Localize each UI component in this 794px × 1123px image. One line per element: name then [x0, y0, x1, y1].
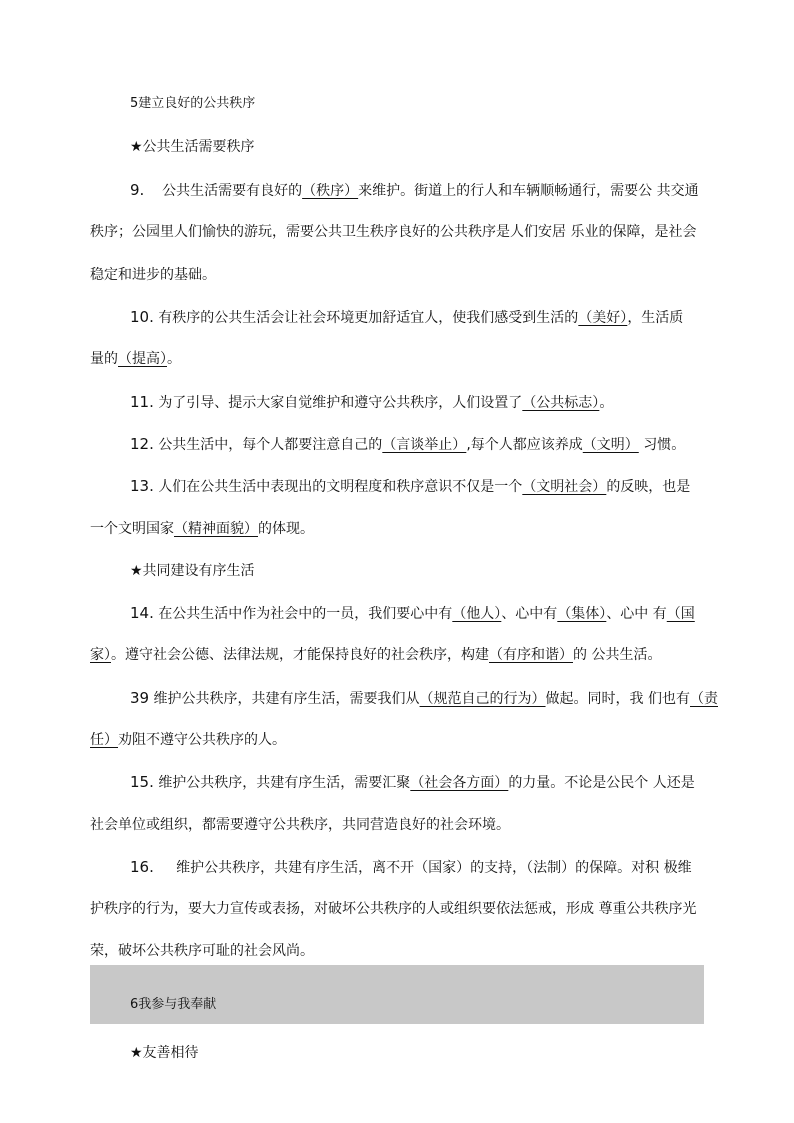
item-text: 公共生活中，每个人都要注意自己的: [158, 437, 383, 453]
item-9-line2: 秩序；公园里人们愉快的游玩，需要公共卫生秩序良好的公共秩序是人们安居 乐业的保障，是社会: [90, 224, 697, 240]
subheading-build-order: ★共同建设有序生活: [130, 563, 255, 579]
answer-blank: （言谈举止）: [382, 437, 467, 453]
answer-blank: （提高）: [118, 351, 167, 367]
item-text: 在公共生活中作为社会中的一员，我们要心中有: [158, 606, 453, 622]
item-text: 的体现。: [258, 521, 314, 537]
section6-band: [90, 965, 704, 1024]
item-12: [130, 434, 685, 455]
item-text: 有秩序的公共生活会让社会环境更加舒适宜人，使我们感受到生活的: [158, 310, 579, 326]
item-number: 15.: [130, 773, 154, 791]
section6-title: 6我参与我奉献: [130, 997, 217, 1012]
item-number: 39: [130, 689, 150, 707]
answer-blank: （公共标志）: [522, 395, 600, 411]
answer-blank: （他人）: [452, 606, 502, 622]
item-number: 14.: [130, 604, 154, 622]
answer-blank: （文明）: [582, 437, 639, 453]
item-text: 为了引导、提示大家自觉维护和遵守公共秩序，人们设置了: [158, 395, 523, 411]
item-text: 。遵守社会公德、法律法规，才能保持良好的社会秩序，构建: [111, 647, 489, 663]
answer-blank: （责: [690, 691, 718, 707]
item-number: 10.: [130, 308, 154, 326]
item-text: ，生活质: [627, 310, 684, 326]
item-15: [130, 772, 695, 793]
subheading-friendly: ★友善相待: [130, 1045, 199, 1061]
item-15-line2: 社会单位或组织，都需要遵守公共秩序，共同营造良好的社会环境。: [90, 817, 510, 833]
answer-blank: （精神面貌）: [174, 521, 258, 537]
item-text: 维护公共秩序，共建有序生活，需要我们从: [153, 691, 420, 707]
answer-blank: （国: [666, 606, 695, 622]
item-39-line2: [90, 730, 286, 750]
answer-blank: （秩序）: [302, 183, 359, 199]
item-text: 、心中 有: [606, 606, 667, 622]
item-16: [130, 857, 692, 878]
subheading-order-needed: ★公共生活需要秩序: [130, 139, 255, 155]
item-number: 13.: [130, 477, 154, 495]
item-text: 公共生活需要有良好的: [162, 183, 303, 199]
answer-blank: （有序和谐）: [489, 647, 573, 663]
item-text: 做起。同时，我 们也有: [545, 691, 690, 707]
item-text: 来维护。街道上的行人和车辆顺畅通行，需要公 共交通: [358, 183, 699, 199]
item-10-line2: [90, 349, 181, 369]
item-text: 的力量。不论是公民个 人还是: [508, 775, 695, 791]
answer-blank: （美好）: [578, 310, 628, 326]
item-text: 的 公共生活。: [573, 647, 662, 663]
item-text: 人们在公共生活中表现出的文明程度和秩序意识不仅是一个: [158, 479, 523, 495]
item-text: 量的: [90, 351, 118, 367]
answer-blank: 家）: [90, 647, 111, 663]
section5-title: 5建立良好的公共秩序: [130, 96, 256, 111]
item-11: [130, 392, 613, 413]
item-text: 。: [599, 395, 614, 411]
answer-blank: （规范自己的行为）: [419, 691, 546, 707]
item-text: 、心中有: [501, 606, 558, 622]
item-39: [130, 688, 718, 709]
answer-blank: 任）: [90, 732, 118, 748]
item-9: [130, 180, 699, 201]
item-13: [130, 476, 690, 497]
item-text: ,每个人都应该养成: [466, 437, 583, 453]
item-13-line2: [90, 519, 314, 539]
item-number: 9.: [130, 181, 145, 199]
item-text: 维护公共秩序，共建有序生活，离不开（国家）的支持，（法制）的保障。对积 极维: [176, 860, 692, 876]
item-text: 习惯。: [638, 437, 686, 453]
answer-blank: （文明社会）: [522, 479, 607, 495]
item-text: 一个文明国家: [90, 521, 174, 537]
item-number: 16.: [130, 858, 154, 876]
answer-blank: （集体）: [557, 606, 607, 622]
item-10: [130, 307, 683, 328]
item-16-line3: 荣，破坏公共秩序可耻的社会风尚。: [90, 943, 314, 959]
item-number: 11.: [130, 393, 154, 411]
item-14-line2: [90, 645, 661, 665]
item-number: 12.: [130, 435, 154, 453]
answer-blank: （社会各方面）: [410, 775, 509, 791]
item-text: 劝阻不遵守公共秩序的人。: [118, 732, 286, 748]
item-9-line3: 稳定和进步的基础。: [90, 267, 216, 283]
item-16-line2: 护秩序的行为，要大力宣传或表扬，对破坏公共秩序的人或组织要依法惩戒，形成 尊重公共秩序光: [90, 901, 697, 917]
item-14: [130, 603, 695, 624]
item-text: 。: [167, 351, 181, 367]
item-text: 维护公共秩序，共建有序生活，需要汇聚: [158, 775, 411, 791]
item-text: 的反映，也是: [606, 479, 691, 495]
